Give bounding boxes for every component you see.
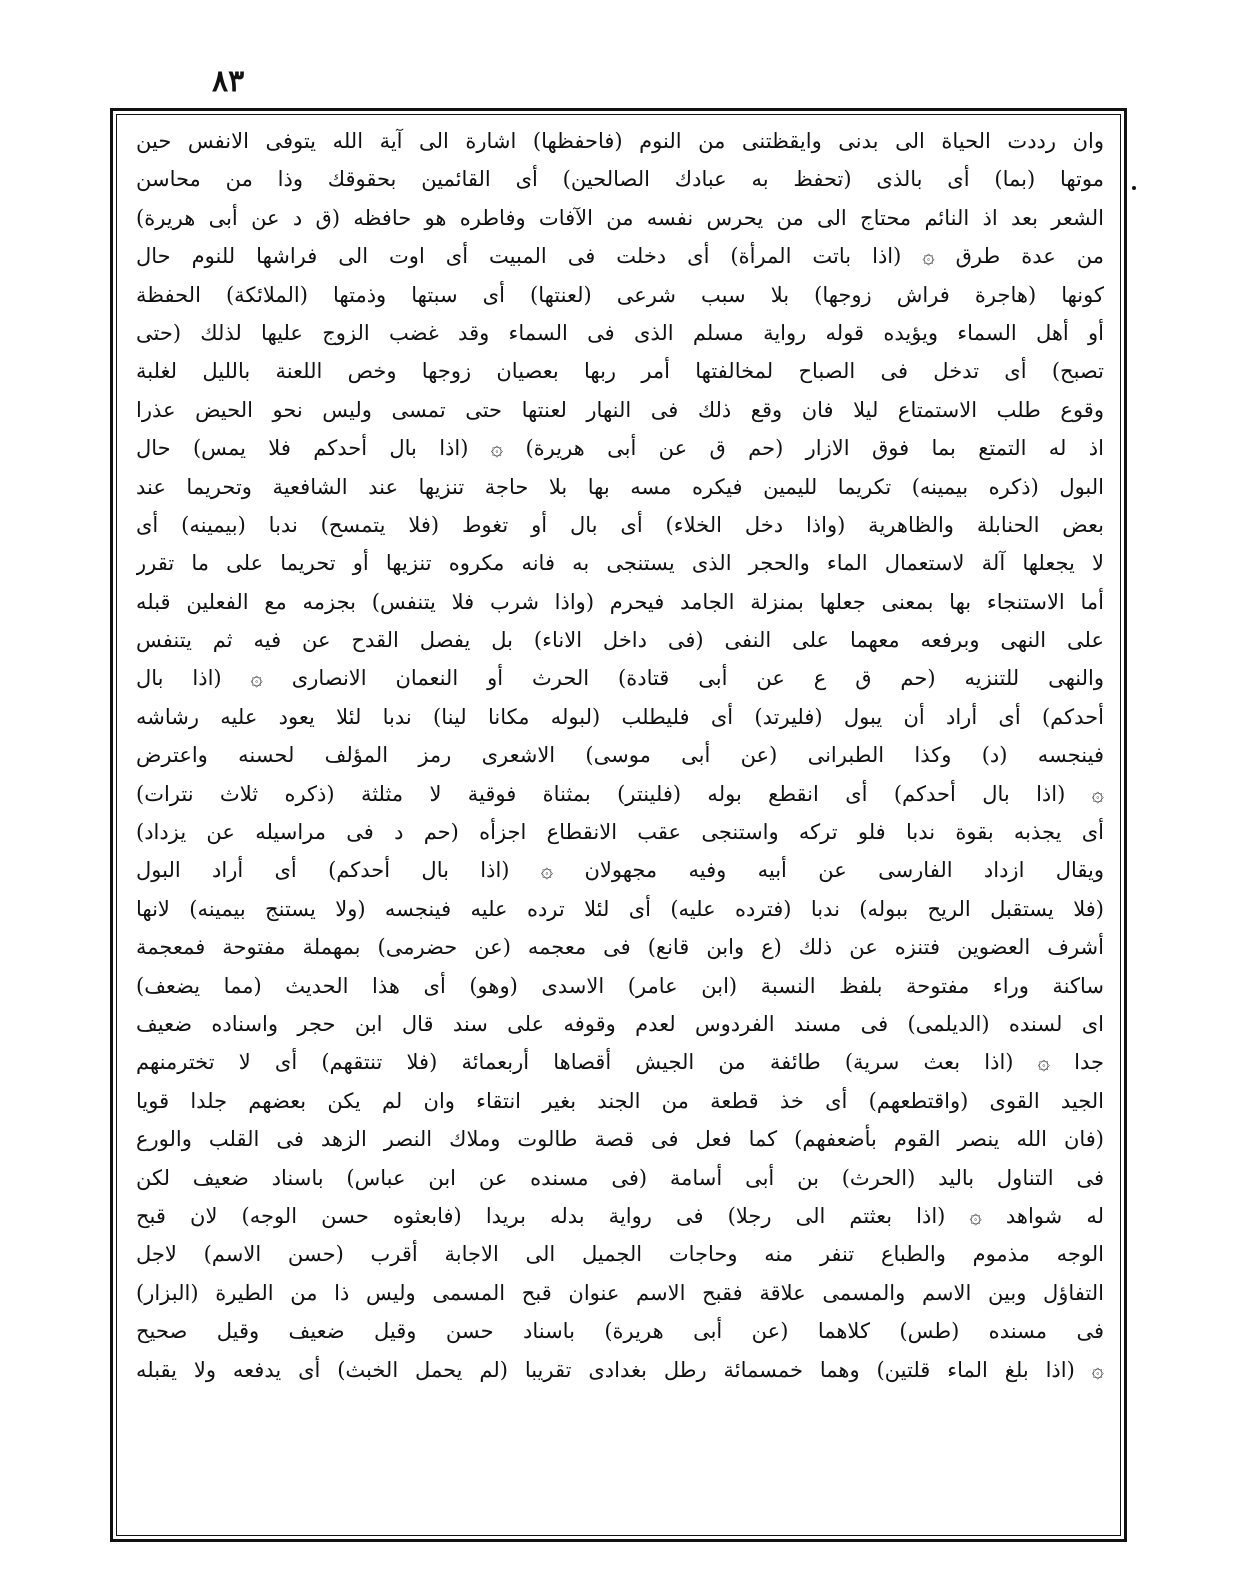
- text-line: أحدكم) أى أراد أن يبول (فليرتد) أى فليطلب (لبوله مكانا لينا) ندبا لئلا يعود عليه رشاشه: [136, 704, 1104, 729]
- text-line: على النهى وبرفعه معهما على النفى (فى داخل الاناء) بل يفصل القدح عن فيه ثم يتنفس: [136, 628, 1104, 653]
- text-line: التفاؤل وبين الاسم والمسمى علاقة فقبح الاسم عنوان قبح المسمى وليس ذا من الطيرة (البزار): [136, 1280, 1104, 1305]
- text-line: الوجه مذموم والطباع تنفر منه وحاجات الجميل الى الاجابة أقرب (حسن الاسم) لاجل: [136, 1242, 1104, 1267]
- text-line: وان رددت الحياة الى بدنى وايقظتنى من النوم (فاحفظها) اشارة الى آية الله يتوفى الانفس حين: [136, 129, 1104, 153]
- text-line: تصبح) أى تدخل فى الصباح لمخالفتها أمر ربها بعصيان زوجها وخص اللعنة بالليل لغلبة: [136, 359, 1104, 384]
- margin-mark: [1132, 186, 1136, 190]
- text-line: كونها (هاجرة فراش زوجها) بلا سبب شرعى (لعنتها) أى سبتها وذمتها (الملائكة) الحفظة: [136, 282, 1104, 307]
- text-line: [136, 1389, 1104, 1427]
- text-line: ۞ (اذا بال أحدكم) أى انقطع بوله (فلينتر) بمثناة فوقية لا مثلثة (ذكره ثلاث نترات): [136, 781, 1104, 806]
- text-line: له شواهد ۞ (اذا بعثتم الى رجلا) فى رواية بدله بريدا (فابعثوه حسن الوجه) لان قبح: [136, 1203, 1104, 1228]
- text-line: موتها (بما) أى بالذى (تحفظ به عبادك الصالحين) أى القائمين بحقوقك وذا من محاسن: [136, 167, 1104, 192]
- text-line: والنهى للتنزيه (حم ق ع عن أبى قتادة) الحرث أو النعمان الانصارى ۞ (اذا بال: [136, 666, 1104, 691]
- text-line: أما الاستنجاء بها بمعنى جعلها بمنزلة الجامد فيحرم (واذا شرب فلا يتنفس) بجزمه مع الفعلين قبله: [136, 589, 1104, 614]
- text-line: فى التناول باليد (الحرث) بن أبى أسامة (فى مسنده عن ابن عباس) باسناد ضعيف لكن: [136, 1165, 1104, 1190]
- text-line: جدا ۞ (اذا بعث سرية) طائفة من الجيش أقصاها أربعمائة (فلا تنتقهم) أى لا تخترمنهم: [136, 1050, 1104, 1075]
- text-line: أى يجذبه بقوة ندبا فلو تركه واستنجى عقب الانقطاع اجزأه (حم د فى مراسيله عن يزداد): [136, 820, 1104, 845]
- text-line: ساكنة وراء مفتوحة بلفظ النسبة (ابن عامر) الاسدى (وهو) أى هذا الحديث (مما يضعف): [136, 973, 1104, 998]
- text-line: الجيد القوى (واقتطعهم) أى خذ قطعة من الجند بغير انتقاء وان لم يكن بعضهم جلدا قويا: [136, 1088, 1104, 1113]
- text-line: فينجسه (د) وكذا الطبرانى (عن أبى موسى) الاشعرى رمز المؤلف لحسنه واعترض: [136, 743, 1104, 768]
- text-line: البول (ذكره بيمينه) تكريما لليمين فيكره مسه بها بلا حاجة تنزيها عند الشافعية وتحريما عند: [136, 474, 1104, 499]
- text-line: (فلا يستقبل الريح ببوله) ندبا (فترده عليه) أى لئلا ترده عليه فينجسه (ولا يستنج بيمينه) لانها: [136, 896, 1104, 921]
- text-line: ۞ (اذا بلغ الماء قلتين) وهما خمسمائة رطل بغدادى تقريبا (لم يحمل الخبث) أى يدفعه ولا يقبله: [136, 1357, 1104, 1382]
- text-line: ويقال ازداد الفارسى عن أبيه وفيه مجهولان ۞ (اذا بال أحدكم) أى أراد البول: [136, 858, 1104, 883]
- text-line: اى لسنده (الديلمى) فى مسند الفردوس لعدم وقوفه على سند قال ابن حجر واسناده ضعيف: [136, 1011, 1104, 1036]
- text-line: من عدة طرق ۞ (اذا باتت المرأة) أى دخلت فى المبيت أى اوت الى فراشها للنوم حال: [136, 244, 1104, 269]
- text-block: [136, 122, 1104, 1532]
- text-line: لا يجعلها آلة لاستعمال الماء والحجر الذى يستنجى به فانه مكروه تنزيها أو تحريما على ما تقرر: [136, 551, 1104, 576]
- text-line: اذ له التمتع بما فوق الازار (حم ق عن أبى هريرة) ۞ (اذا بال أحدكم فلا يمس) حال: [136, 436, 1104, 461]
- text-line: الشعر بعد اذ النائم محتاج الى من يحرس نفسه من الآفات وفاطره هو حافظه (ق د عن أبى هريرة): [136, 205, 1104, 230]
- page-number: ٨٣: [212, 64, 245, 99]
- text-line: (فان الله ينصر القوم بأضعفهم) كما فعل فى قصة طالوت وملاك النصر الزهد فى القلب والورع: [136, 1127, 1104, 1152]
- text-line: أشرف العضوين فتنزه عن ذلك (ع وابن قانع) فى معجمه (عن حضرمى) بمهملة مفتوحة فمعجمة: [136, 935, 1104, 960]
- text-line: أو أهل السماء ويؤيده قوله رواية مسلم الذى فى السماء وقد غضب الزوج عليها لذلك (حتى: [136, 320, 1104, 345]
- text-line: فى مسنده (طس) كلاهما (عن أبى هريرة) باسناد حسن وقيل ضعيف وقيل صحيح: [136, 1319, 1104, 1344]
- text-line: بعض الحنابلة والظاهرية (واذا دخل الخلاء) أى بال أو تغوط (فلا يتمسح) ندبا (بيمينه) أى: [136, 512, 1104, 537]
- text-line: وقوع طلب الاستمتاع ليلا فان وقع ذلك فى النهار لعنتها حتى تمسى وليس نحو الحيض عذرا: [136, 397, 1104, 422]
